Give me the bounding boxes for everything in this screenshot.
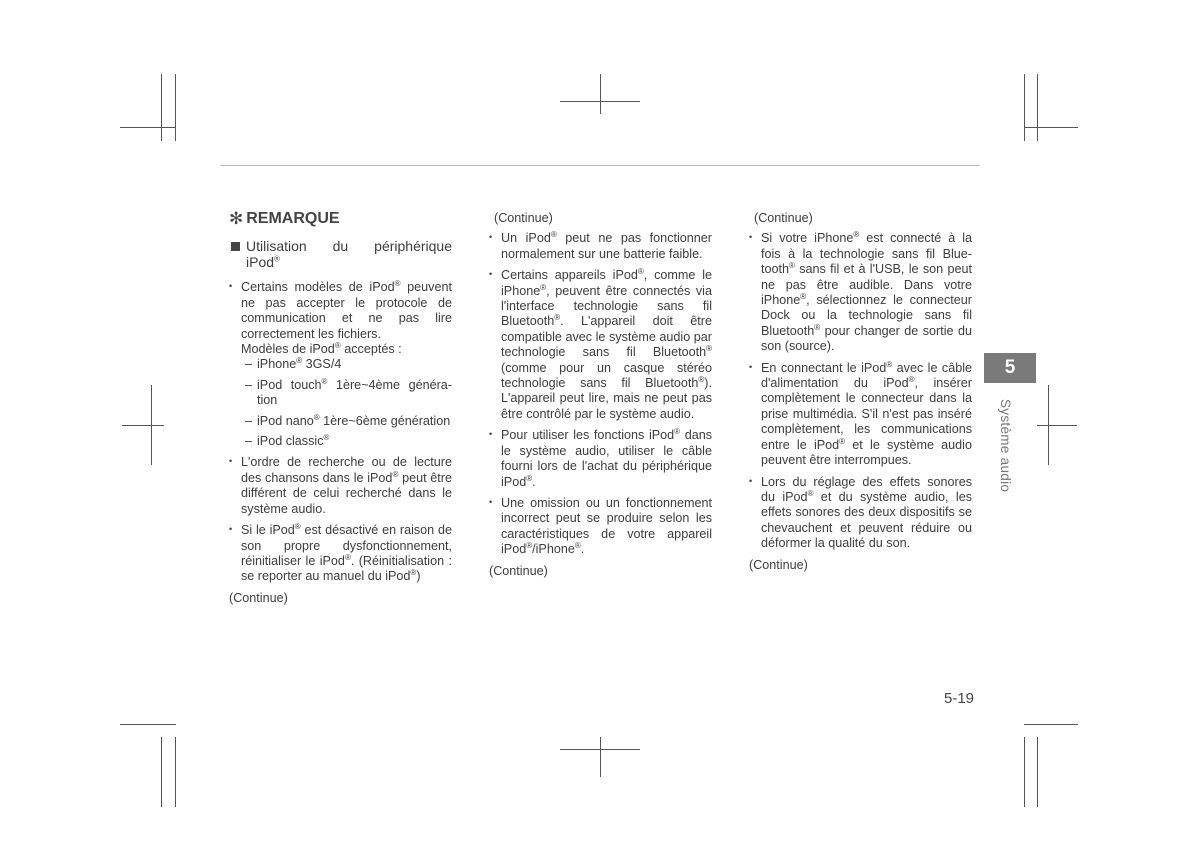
header-rule <box>220 165 980 166</box>
remark-title: REMARQUE <box>246 210 340 227</box>
crop-mark <box>1037 74 1038 141</box>
continue-note: (Continue) <box>489 563 548 578</box>
crop-mark <box>151 385 152 465</box>
list-item: • Certains modèles de iPod® peuvent ne pas accepter le protocole de communication et ne pas lire correctement les fichiers. Modèles de iPod® acceptés : – iPhone® 3GS/4 – iPod touch® 1ère~4ème génération – iPod nano® 1ère~6ème génération – iPod classic® <box>229 280 452 449</box>
list-item: • L'ordre de recherche ou de lecture des chansons dans le iPod® peut être différent de celui recherché dans le système audio. <box>229 455 452 517</box>
bullet-list <box>229 280 452 584</box>
continue-note: (Continue) <box>754 211 813 225</box>
model-list <box>241 357 452 449</box>
column-2 <box>489 211 712 579</box>
list-item: – iPod touch® 1ère~4ème génération <box>241 378 452 409</box>
list-item: • En connectant le iPod® avec le câble d'alimentation du iPod®, insérer complètement le connecteur dans la prise multimédia. S'il n'est pas inséré complètement, les communications entre le iPod® et le système audio peuvent être interrompues. <box>749 361 972 469</box>
list-item: – iPhone® 3GS/4 <box>241 357 452 372</box>
chapter-tab: 5 <box>984 353 1036 383</box>
crop-mark <box>120 724 176 725</box>
crop-mark <box>161 74 162 141</box>
list-item: – iPod classic® <box>241 434 452 449</box>
column-1 <box>229 211 452 606</box>
section-subheading <box>229 238 452 270</box>
crop-mark <box>120 127 176 128</box>
remark-heading <box>229 211 452 226</box>
bullet-list <box>749 231 972 551</box>
list-item: • Pour utiliser les fonctions iPod® dans le système audio, utiliser le câble fourni lors de l'achat du périphérique iPod®. <box>489 428 712 490</box>
crop-mark <box>1037 737 1038 807</box>
subheading-text: Utilisation du périphérique <box>246 238 452 255</box>
registered-mark: ® <box>274 254 280 264</box>
subheading-text: iPod <box>246 254 275 271</box>
crop-mark <box>161 737 162 807</box>
bullet-list <box>489 231 712 557</box>
chapter-title: Système audio <box>998 399 1013 493</box>
continue-note: (Continue) <box>229 590 288 605</box>
crop-mark <box>1024 737 1025 807</box>
column-3 <box>749 211 972 573</box>
crop-mark <box>175 74 176 141</box>
crop-mark <box>1037 425 1077 426</box>
crop-mark <box>175 737 176 807</box>
list-item: • Si le iPod® est désactivé en raison de son propre dysfonctionnement, réinitialiser le iPod®. (Réinitialisation : se reporter au manuel du iPod®) <box>229 523 452 585</box>
crop-mark <box>1024 127 1078 128</box>
list-item: • Certains appareils iPod®, comme le iPhone®, peuvent être connectés via l'interface technologie sans fil Bluetooth®. L'appareil doit être compatible avec le système audio par technologie sans fil Bluetooth® (comme pour un casque stéréo technologie sans fil Bluetooth®). L'appareil peut lire, mais ne peut pas être contrôlé par le système audio. <box>489 268 712 422</box>
crop-mark <box>122 425 164 426</box>
crop-mark <box>600 737 601 777</box>
list-item: • Une omission ou un fonctionnement incorrect peut se produire selon les caractéristiques de votre appareil iPod®/iPhone®. <box>489 496 712 558</box>
list-item: • Si votre iPhone® est connecté à la fois à la technologie sans fil Bluetooth® sans fil et à l'USB, le son peut ne pas être audible. Dans votre iPhone®, sélectionnez le connecteur Dock ou la technologie sans fil Bluetooth® pour changer de sortie du son (source). <box>749 231 972 354</box>
square-bullet-icon <box>231 242 240 251</box>
page-number: 5-19 <box>944 690 975 707</box>
list-item: • Un iPod® peut ne pas fonctionner normalement sur une batterie faible. <box>489 231 712 262</box>
continue-note: (Continue) <box>494 211 553 225</box>
crop-mark <box>1048 385 1049 465</box>
list-item: • Lors du réglage des effets sonores du iPod® et du système audio, les effets sonores des deux dispositifs se chevauchent et peuvent réduire ou déformer la qualité du son. <box>749 475 972 552</box>
crop-mark <box>1024 724 1078 725</box>
crop-mark <box>1024 74 1025 141</box>
continue-note: (Continue) <box>749 557 808 572</box>
crop-mark <box>600 74 601 114</box>
list-item: – iPod nano® 1ère~6ème génération <box>241 414 452 429</box>
asterisk-icon: ✻ <box>229 209 244 228</box>
